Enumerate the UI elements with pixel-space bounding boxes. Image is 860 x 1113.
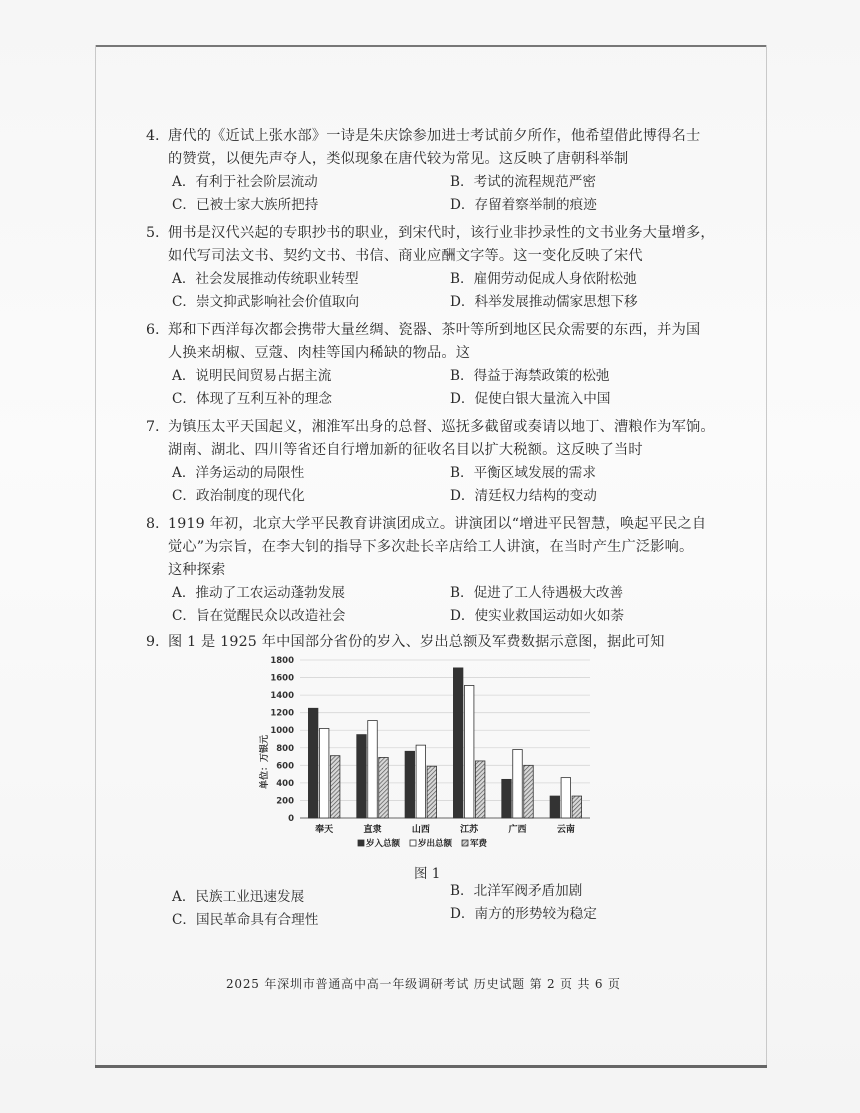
bar-岁出总额 [464,685,474,818]
question-number: 9. [146,634,160,650]
question-stem-line: 湖南、湖北、四川等省还自行增加新的征收名目以扩大税额。这反映了当时 [168,442,643,458]
bar-岁出总额 [513,750,523,818]
option-d[interactable]: D．清廷权力结构的变动 [450,488,597,504]
option-c[interactable]: C．体现了互利互补的理念 [172,391,332,407]
bar-岁入总额 [550,796,560,818]
bar-军费 [379,757,389,818]
option-a[interactable]: A．社会发展推动传统职业转型 [172,271,359,287]
bar-岁入总额 [453,668,463,818]
legend-swatch [462,840,468,846]
option-c[interactable]: C．旨在觉醒民众以改造社会 [172,608,346,624]
x-tick-label: 江苏 [460,825,479,835]
bar-军费 [524,765,534,818]
option-d[interactable]: D．存留着察举制的痕迹 [450,197,597,213]
question-stem-line: 人换来胡椒、豆蔻、肉桂等国内稀缺的物品。这 [168,345,471,361]
y-tick-label: 1400 [270,691,294,702]
chart-bars [308,668,581,818]
bar-岁入总额 [357,735,367,818]
option-d[interactable]: D．使实业救国运动如火如荼 [450,608,625,624]
y-tick-label: 600 [276,761,294,772]
bar-chart-figure-1 [250,650,610,860]
y-tick-label: 1600 [270,673,294,684]
legend-label: 岁出总额 [418,839,453,849]
page-bottom-edge [95,1065,767,1068]
bar-岁出总额 [561,778,571,818]
legend-swatch [410,840,416,846]
y-tick-label: 1000 [270,726,294,737]
question-stem-line: 为镇压太平天国起义，湘淮军出身的总督、巡抚多截留或奏请以地丁、漕粮作为军饷。 [168,419,715,435]
y-tick-label: 1200 [270,708,294,719]
question-number: 8. [146,516,160,532]
x-tick-label: 山西 [411,825,430,835]
page-footer: 2025 年深圳市普通高中高一年级调研考试 历史试题 第 2 页 共 6 页 [226,977,621,991]
x-axis-ticks [314,823,575,835]
option-a[interactable]: A．有利于社会阶层流动 [172,174,318,190]
option-a[interactable]: A．洋务运动的局限性 [172,465,305,481]
chart-gridlines [300,660,590,818]
bar-岁入总额 [308,708,318,818]
bar-军费 [572,796,582,818]
option-d[interactable]: D．科举发展推动儒家思想下移 [450,294,638,310]
option-d[interactable]: D．促使白银大量流入中国 [450,391,611,407]
chart-legend [358,838,488,849]
option-c[interactable]: C．已被士家大族所把持 [172,197,319,213]
option-a[interactable]: A．说明民间贸易占据主流 [172,368,332,384]
question-number: 6. [146,322,160,338]
figure-caption: 图 1 [414,866,441,882]
bar-岁出总额 [416,745,426,818]
option-b[interactable]: B．得益于海禁政策的松弛 [450,368,610,384]
question-stem-line: 1919 年初，北京大学平民教育讲演团成立。讲演团以“增进平民智慧，唤起平民之自 [168,516,707,532]
option-b[interactable]: B．雇佣劳动促成人身依附松弛 [450,271,637,287]
option-d[interactable]: D．南方的形势较为稳定 [450,906,597,922]
question-stem-line: 的赞赏，以便先声夺人，类似现象在唐代较为常见。这反映了唐朝科举制 [168,151,629,167]
question-stem-line: 这种探索 [168,562,226,578]
question-stem-line: 如代写司法文书、契约文书、书信、商业应酬文字等。这一变化反映了宋代 [168,248,643,264]
page-right-edge [766,45,767,1065]
x-tick-label: 直隶 [363,825,382,835]
bar-岁出总额 [319,728,329,818]
option-c[interactable]: C．崇文抑武影响社会价值取向 [172,294,360,310]
option-b[interactable]: B．考试的流程规范严密 [450,174,596,190]
y-axis-label: 单位：万银元 [260,734,270,790]
question-stem-line: 唐代的《近试上张水部》一诗是朱庆馀参加进士考试前夕所作，他希望借此博得名士 [168,128,701,144]
x-tick-label: 广西 [508,825,527,835]
bar-军费 [475,761,485,818]
bar-岁出总额 [368,721,378,818]
question-stem-line: 郑和下西洋每次都会携带大量丝绸、瓷器、茶叶等所到地区民众需要的东西，并为国 [168,322,701,338]
x-tick-label: 奉天 [315,825,334,835]
option-a[interactable]: A．推动了工农运动蓬勃发展 [172,585,345,601]
x-tick-label: 云南 [556,825,575,835]
y-tick-label: 1800 [270,656,294,666]
question-stem-line: 佣书是汉代兴起的专职抄书的职业，到宋代时，该行业非抄录性的文书业务大量增多， [168,225,715,241]
question-number: 5. [146,225,160,241]
bar-岁入总额 [405,751,415,818]
bar-军费 [330,756,340,818]
y-tick-label: 400 [276,778,294,789]
question-stem-line: 觉心”为宗旨，在李大钊的指导下多次赴长辛店给工人讲演，在当时产生广泛影响。 [168,539,694,555]
legend-label: 军费 [470,839,488,849]
option-b[interactable]: B．促进了工人待遇极大改善 [450,585,624,601]
option-c[interactable]: C．政治制度的现代化 [172,488,305,504]
option-a[interactable]: A．民族工业迅速发展 [172,889,305,905]
y-tick-label: 0 [288,814,294,824]
question-number: 7. [146,419,160,435]
option-c[interactable]: C．国民革命具有合理性 [172,912,319,928]
question-stem-line: 图 1 是 1925 年中国部分省份的岁入、岁出总额及军费数据示意图，据此可知 [168,634,665,650]
question-number: 4. [146,128,160,144]
bar-岁入总额 [502,779,512,818]
legend-label: 岁入总额 [366,839,401,849]
legend-swatch [358,840,364,846]
option-b[interactable]: B．北洋军阀矛盾加剧 [450,883,583,899]
y-tick-label: 200 [276,796,294,807]
page-left-edge [95,45,96,1065]
page-top-edge [95,45,767,47]
y-tick-label: 800 [276,743,294,754]
bar-军费 [427,766,437,818]
y-axis-ticks [270,656,294,824]
option-b[interactable]: B．平衡区域发展的需求 [450,465,596,481]
